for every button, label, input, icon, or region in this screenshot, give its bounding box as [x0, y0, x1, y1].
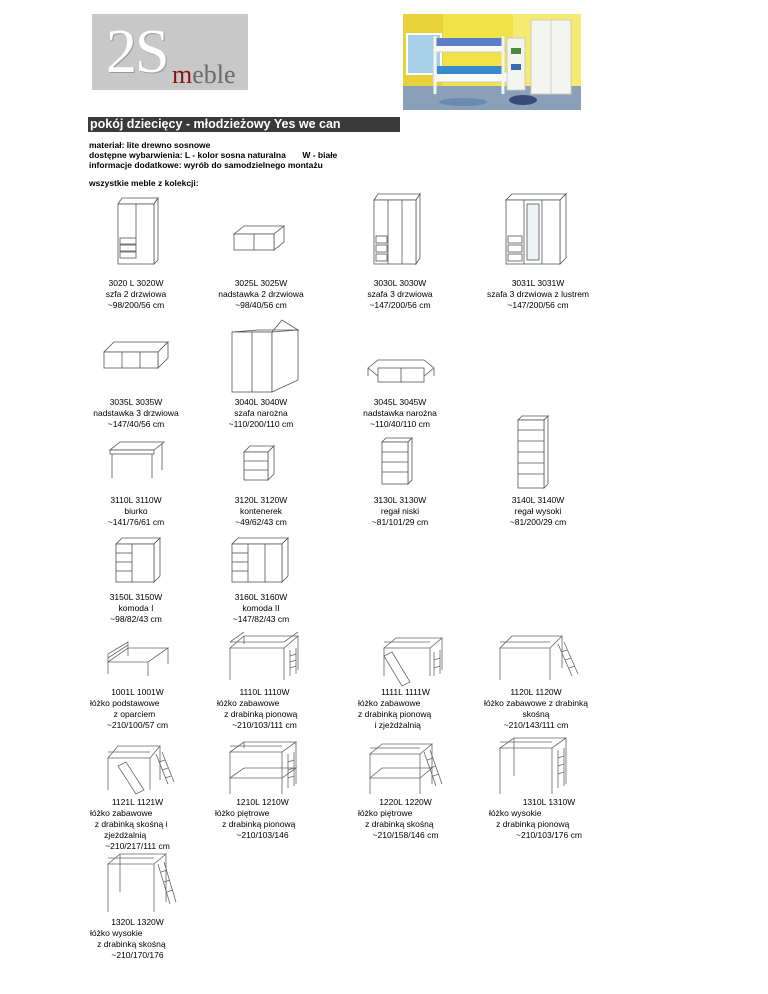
- product-desc: z drabinką pionową: [217, 709, 298, 719]
- product-dims: ~147/82/43 cm: [232, 614, 290, 624]
- product-code: 1121L 1121W: [111, 797, 164, 807]
- product-desc: łóżko wysokie: [489, 808, 542, 818]
- product-dims: ~210/170/176: [111, 950, 164, 960]
- product-code: 3020 L 3020W: [108, 278, 164, 288]
- logo-sub-text: [172, 60, 236, 90]
- dresser-1-icon: [112, 536, 164, 591]
- product-dims: ~147/200/56 cm: [369, 300, 431, 310]
- product-desc: łóżko zabawowe: [358, 698, 421, 708]
- product-1220: [358, 797, 508, 841]
- product-code: 3045L 3045W: [373, 397, 427, 407]
- product-desc: regał wysoki: [514, 506, 562, 516]
- product-desc: z drabinką skośną: [358, 819, 434, 829]
- wardrobe-3door-mirror-icon: [502, 192, 572, 271]
- product-3040: [186, 397, 336, 430]
- colors-info: dostępne wybarwienia: L - kolor sosna naturalna W - białe: [89, 150, 338, 160]
- product-dims: ~147/40/56 cm: [107, 419, 165, 429]
- tall-shelf-icon: [514, 414, 554, 495]
- product-1310: [489, 797, 639, 841]
- loft-bed-slanted-ladder-icon: [104, 852, 184, 919]
- play-bed-slide-icon: [370, 630, 454, 691]
- product-code: 3130L 3130W: [373, 495, 427, 505]
- product-code: 3025L 3025W: [234, 278, 288, 288]
- product-dims: ~210/143/111 cm: [503, 720, 569, 730]
- product-desc: i zjeżdżalnią: [358, 720, 421, 730]
- bunk-bed-slanted-ladder-icon: [366, 740, 450, 801]
- product-code: 1310L 1310W: [522, 797, 576, 807]
- extra-info: informacje dodatkowe: wyrób do samodzielnego montażu: [89, 160, 323, 170]
- product-dims: ~210/100/57 cm: [106, 720, 169, 730]
- product-code: 1110L 1110W: [239, 687, 290, 697]
- product-desc: z drabinką skośną: [90, 939, 166, 949]
- product-dims: ~210/158/146 cm: [372, 830, 439, 840]
- dresser-2-icon: [228, 536, 292, 591]
- product-desc: z drabinką pionową: [215, 819, 296, 829]
- product-code: 1120L 1120W: [510, 687, 562, 697]
- product-desc: z drabinką pionową: [489, 819, 570, 829]
- product-code: 3035L 3035W: [109, 397, 163, 407]
- bunk-bed-vertical-ladder-icon: [226, 738, 310, 801]
- product-desc: szfa 2 drzwiowa: [105, 289, 167, 299]
- product-dims: ~49/62/43 cm: [235, 517, 287, 527]
- play-bed-vertical-ladder-icon: [226, 630, 310, 687]
- product-code: 3030L 3030W: [373, 278, 427, 288]
- product-desc: nadstawka 3 drzwiowa: [93, 408, 179, 418]
- product-desc: łóżko wysokie: [90, 928, 143, 938]
- product-desc: łóżko zabawowe z drabinką: [484, 698, 588, 708]
- product-1120: [456, 687, 616, 731]
- play-bed-slanted-ladder-slide-icon: [100, 740, 184, 799]
- product-3130: [325, 495, 475, 528]
- product-code: 3120L 3120W: [234, 495, 288, 505]
- product-desc: łóżko piętrowe: [358, 808, 413, 818]
- product-dims: ~210/103/176 cm: [516, 830, 582, 840]
- desk-icon: [108, 440, 168, 485]
- drawer-container-icon: [240, 444, 280, 489]
- product-desc: łóżko piętrowe: [215, 808, 270, 818]
- logo-sub-rest: eble: [192, 60, 236, 89]
- logo-sub-m: m: [172, 60, 193, 89]
- product-desc: szafa narożna: [234, 408, 288, 418]
- product-3045: [325, 397, 475, 430]
- product-dims: ~98/40/56 cm: [235, 300, 287, 310]
- product-code: 3140L 3140W: [511, 495, 565, 505]
- product-dims: ~210/103/146: [236, 830, 289, 840]
- product-code: 3040L 3040W: [234, 397, 288, 407]
- product-code: 1320L 1320W: [111, 917, 164, 927]
- product-code: 1001L 1001W: [111, 687, 164, 697]
- product-desc: biurko: [124, 506, 148, 516]
- product-desc: z oparciem: [90, 709, 156, 719]
- product-desc: komoda II: [242, 603, 280, 613]
- material-info: materiał: lite drewno sosnowe: [89, 140, 211, 150]
- product-desc: z drabinką pionową: [358, 709, 432, 719]
- product-dims: ~141/76/61 cm: [107, 517, 165, 527]
- product-3120: [186, 495, 336, 528]
- product-3031: [463, 278, 613, 311]
- product-desc: łóżko podstawowe: [90, 698, 160, 708]
- corner-wardrobe-icon: [228, 318, 302, 399]
- product-desc: łóżko zabawowe: [90, 808, 153, 818]
- wardrobe-2door-icon: [112, 196, 162, 271]
- product-dims: ~81/101/29 cm: [371, 517, 429, 527]
- product-desc: łóżko zabawowe: [217, 698, 280, 708]
- collection-label: wszystkie meble z kolekcji:: [89, 178, 199, 188]
- product-dims: ~81/200/29 cm: [509, 517, 567, 527]
- product-dims: ~147/200/56 cm: [507, 300, 569, 310]
- product-desc: nadstawka narożna: [363, 408, 437, 418]
- product-desc: komoda I: [118, 603, 154, 613]
- product-3030: [325, 278, 475, 311]
- loft-bed-vertical-ladder-icon: [496, 736, 580, 801]
- product-code: 3160L 3160W: [234, 592, 288, 602]
- low-shelf-icon: [378, 436, 418, 491]
- product-dims: ~210/217/111 cm: [105, 841, 170, 851]
- product-desc: regał niski: [380, 506, 420, 516]
- product-1110: [217, 687, 367, 731]
- basic-bed-icon: [104, 636, 174, 685]
- product-1320: [90, 917, 240, 961]
- product-desc: skośną: [522, 709, 550, 719]
- top-unit-2door-icon: [232, 224, 288, 263]
- product-code: 3110L 3110W: [110, 495, 162, 505]
- product-dims: ~210/103/111 cm: [232, 720, 297, 730]
- product-3025: [186, 278, 336, 311]
- product-code: 1210L 1210W: [236, 797, 289, 807]
- room-photo: [403, 14, 581, 110]
- product-dims: ~110/200/110 cm: [228, 419, 294, 429]
- product-1210: [215, 797, 365, 841]
- product-3140: [463, 495, 613, 528]
- company-logo: [92, 14, 248, 90]
- product-code: 3031L 3031W: [511, 278, 565, 288]
- product-dims: ~110/40/110 cm: [370, 419, 430, 429]
- product-dims: ~98/82/43 cm: [110, 614, 162, 624]
- product-desc: kontenerek: [239, 506, 283, 516]
- product-3160: [186, 592, 336, 625]
- product-desc: z drabinką skośną i: [90, 819, 168, 829]
- page-title: pokój dziecięcy - młodzieżowy Yes we can: [88, 117, 400, 132]
- product-desc: szafa 3 drzwiowa: [367, 289, 433, 299]
- play-bed-slanted-ladder-icon: [496, 630, 582, 687]
- top-unit-3door-icon: [102, 340, 172, 379]
- product-desc: nadstawka 2 drzwiowa: [218, 289, 304, 299]
- product-desc: zjeżdżalnią: [90, 830, 147, 840]
- corner-top-unit-icon: [366, 358, 438, 391]
- product-code: 1111L 1111W: [381, 687, 430, 697]
- logo-main-text: 2S: [106, 18, 168, 86]
- wardrobe-3door-icon: [370, 192, 424, 271]
- product-code: 1220L 1220W: [379, 797, 432, 807]
- product-desc: szafa 3 drzwiowa z lustrem: [486, 289, 590, 299]
- product-code: 3150L 3150W: [109, 592, 163, 602]
- product-dims: ~98/200/56 cm: [107, 300, 165, 310]
